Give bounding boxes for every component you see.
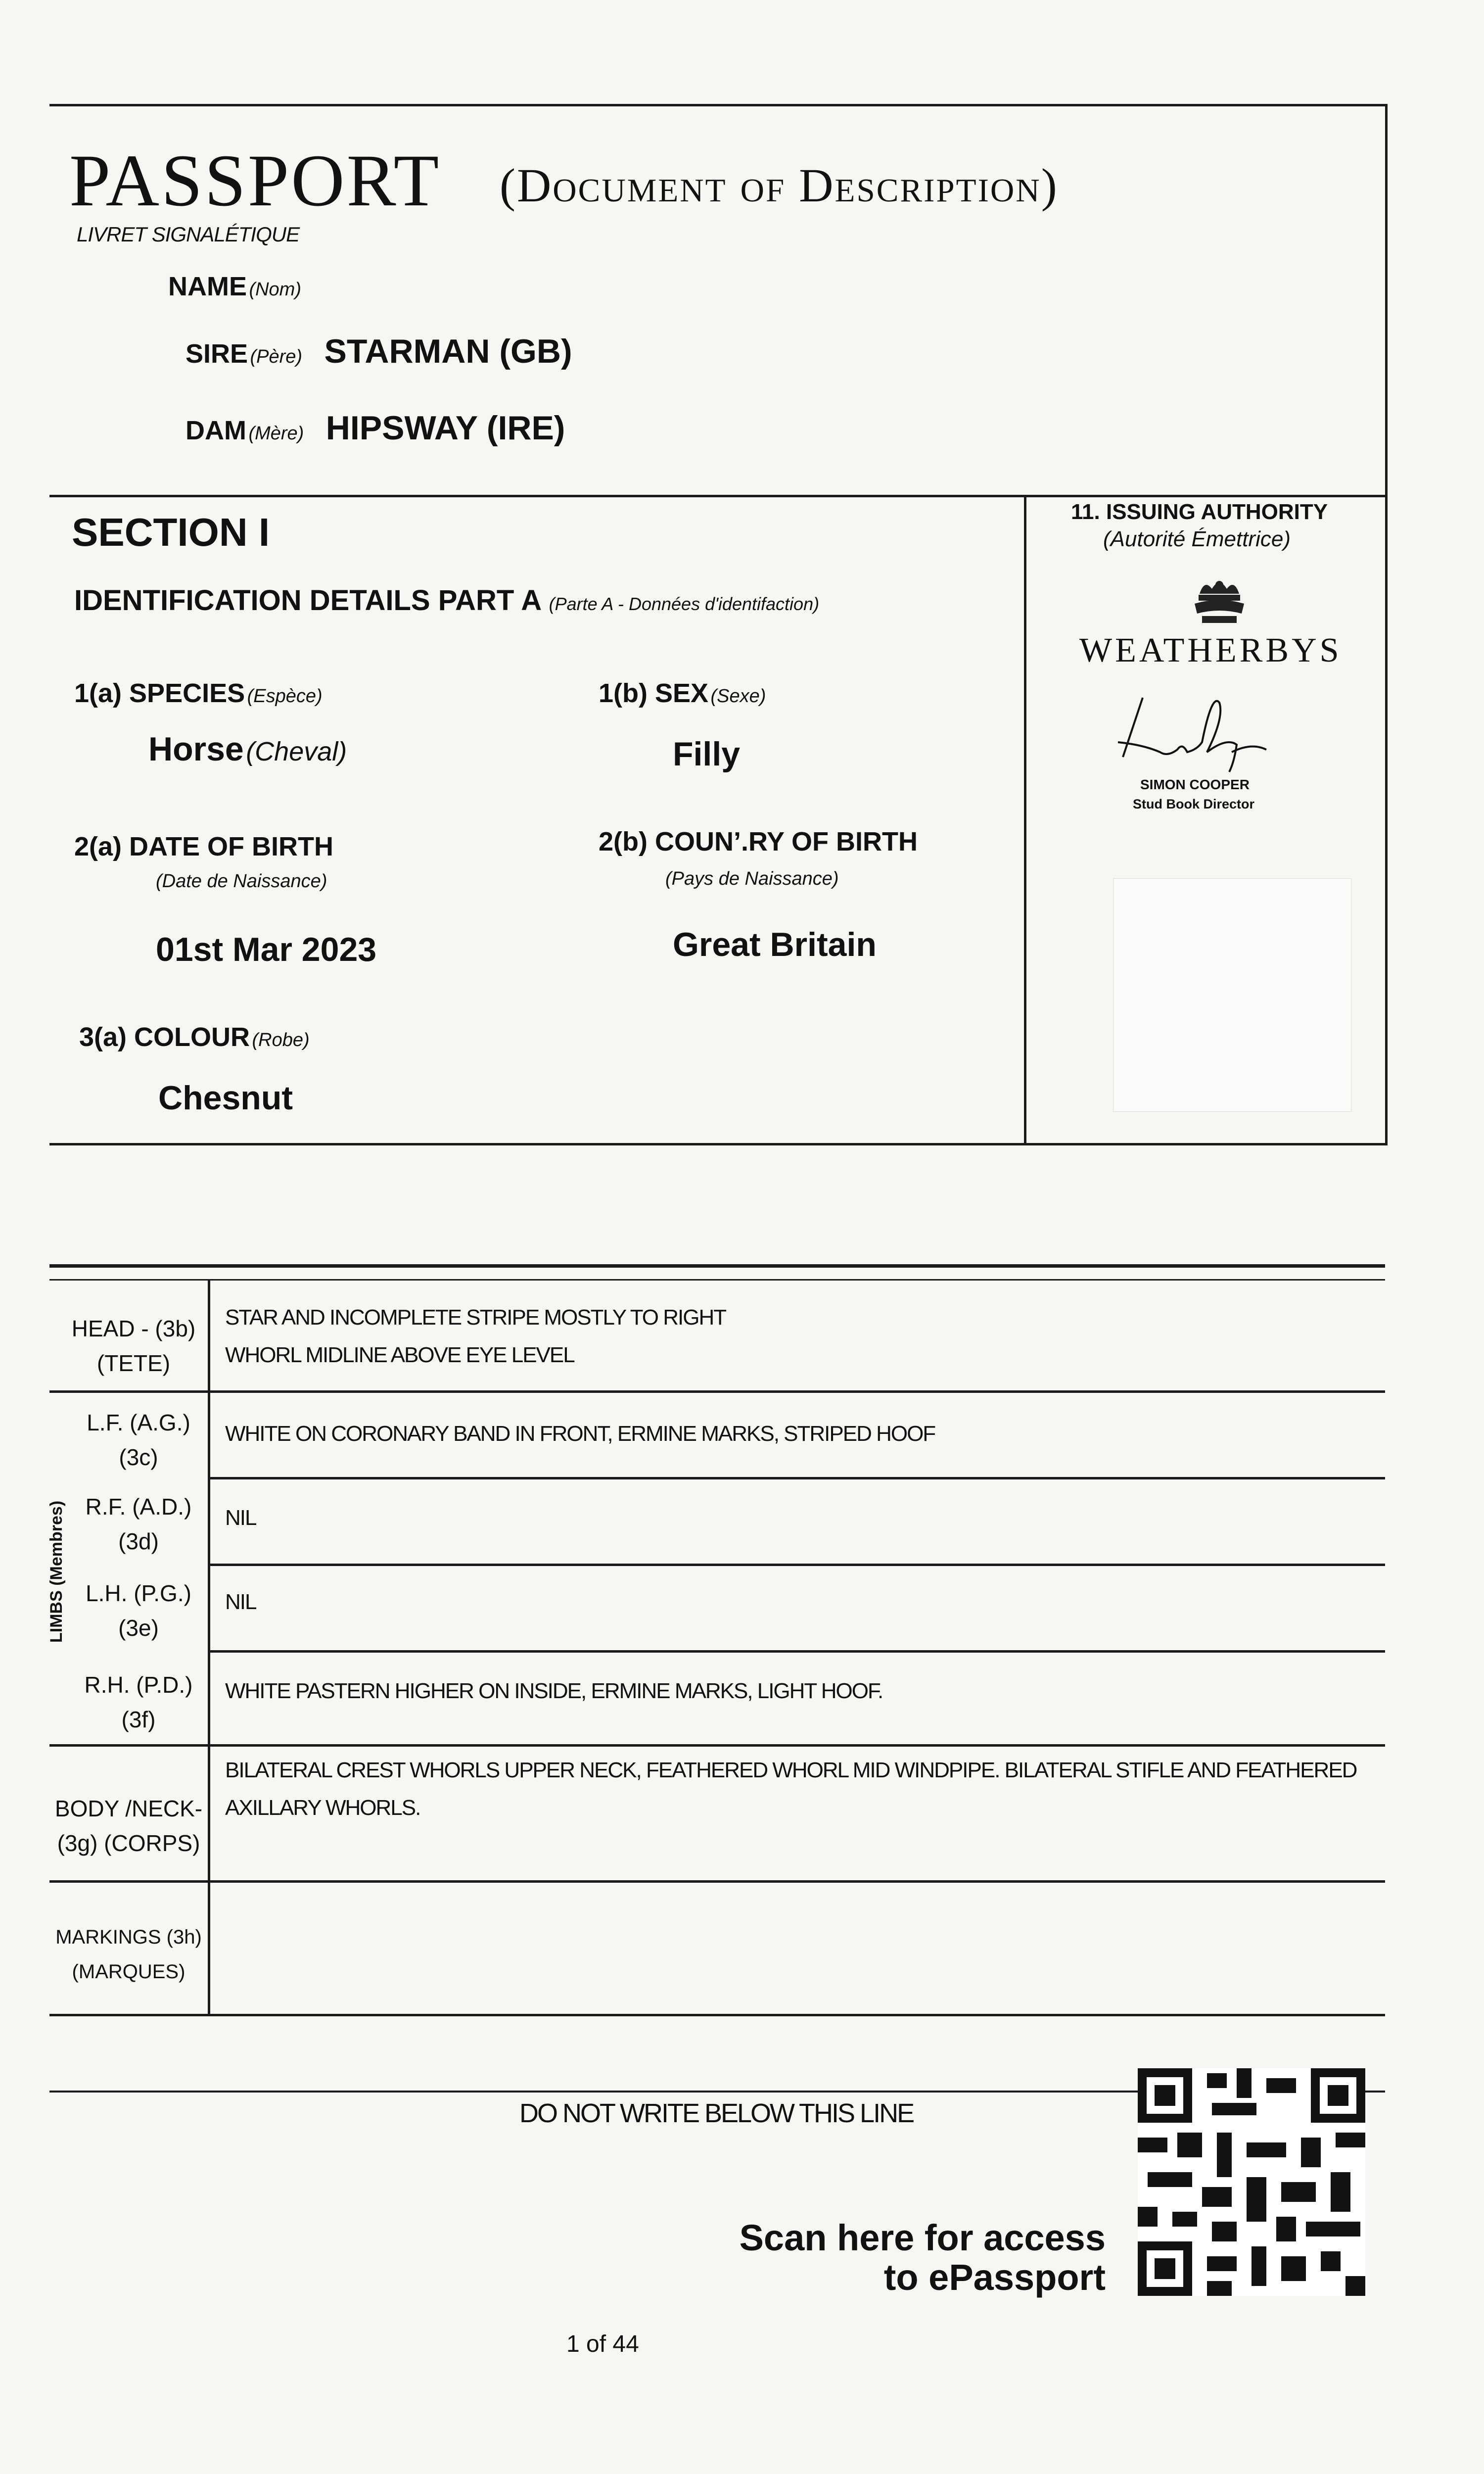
right-border xyxy=(1385,104,1388,1145)
cob-value: Great Britain xyxy=(673,926,877,963)
authority-label: 11. ISSUING AUTHORITY xyxy=(1071,500,1328,524)
photo-box xyxy=(1113,878,1351,1112)
cob-label-fr: (Pays de Naissance) xyxy=(665,868,839,889)
passport-title: PASSPORT xyxy=(69,140,441,222)
sex-value: Filly xyxy=(673,735,741,773)
rf-text: NIL xyxy=(225,1506,256,1530)
rf-label: R.F. (A.D.) (3d) xyxy=(85,1494,192,1554)
sire-label-fr: (Père) xyxy=(250,346,303,367)
colour-label: 3(a) COLOUR xyxy=(79,1022,250,1052)
colour-value: Chesnut xyxy=(158,1079,293,1117)
species-label: 1(a) SPECIES xyxy=(74,678,245,708)
authority-label-fr: (Autorité Émettrice) xyxy=(1103,527,1291,551)
sex-label-row xyxy=(599,678,766,709)
limbs-label: LIMBS (Membres) xyxy=(47,1500,66,1643)
section-title: SECTION I xyxy=(72,510,270,554)
colour-label-fr: (Robe) xyxy=(252,1030,310,1050)
markings-label-divider xyxy=(208,1279,210,2016)
colour-label-row xyxy=(79,1022,310,1052)
name-label: NAME xyxy=(168,272,247,301)
head-label: HEAD - (3b) (TETE) xyxy=(71,1316,196,1376)
markings-label: MARKINGS (3h) (MARQUES) xyxy=(55,1926,202,1983)
dam-label: DAM xyxy=(186,416,246,445)
row-divider xyxy=(208,1650,1385,1653)
scan-line-1: Scan here for access xyxy=(739,2217,1106,2258)
sex-label-fr: (Sexe) xyxy=(710,686,766,707)
dam-field xyxy=(186,408,565,457)
cob-label: 2(b) COUN’.RY OF BIRTH xyxy=(599,827,918,856)
lf-label: L.F. (A.G.) (3c) xyxy=(87,1410,190,1470)
row-divider xyxy=(208,1564,1385,1566)
part-a-title: IDENTIFICATION DETAILS PART A xyxy=(74,584,542,617)
species-value: Horse xyxy=(148,730,244,768)
body-neck-label: BODY /NECK- (3g) (CORPS) xyxy=(54,1796,203,1856)
species-value-fr: (Cheval) xyxy=(246,737,347,766)
lf-text: WHITE ON CORONARY BAND IN FRONT, ERMINE MARKS, STRIPED HOOF xyxy=(225,1422,935,1446)
part-a-heading xyxy=(74,584,819,617)
lh-text: NIL xyxy=(225,1590,256,1614)
row-divider xyxy=(208,1477,1385,1479)
name-label-fr: (Nom) xyxy=(249,279,301,300)
signatory-title: Stud Book Director xyxy=(1133,797,1255,811)
dob-label-fr: (Date de Naissance) xyxy=(156,871,327,892)
body-neck-text: BILATERAL CREST WHORLS UPPER NECK, FEATHERED WHORL MID WINDPIPE. BILATERAL STIFLE AND FEATHERED AXILLARY WHORLS. xyxy=(225,1758,1357,1820)
markings-top-border-inner xyxy=(49,1279,1385,1281)
species-label-fr: (Espèce) xyxy=(247,686,323,707)
dob-value: 01st Mar 2023 xyxy=(156,931,377,968)
section-bottom-border xyxy=(49,1143,1388,1145)
row-divider xyxy=(49,1744,1385,1747)
sire-label: SIRE xyxy=(186,339,248,369)
header-bottom-border xyxy=(49,495,1388,497)
name-field xyxy=(168,265,321,303)
signatory-name: SIMON COOPER xyxy=(1140,777,1250,792)
do-not-write-text: DO NOT WRITE BELOW THIS LINE xyxy=(519,2098,914,2128)
dam-label-fr: (Mère) xyxy=(248,423,304,444)
species-label-row xyxy=(74,678,323,709)
dob-label: 2(a) DATE OF BIRTH xyxy=(74,832,333,861)
rh-text: WHITE PASTERN HIGHER ON INSIDE, ERMINE MARKS, LIGHT HOOF. xyxy=(225,1679,883,1703)
epassport-qr-code-icon[interactable] xyxy=(1138,2068,1365,2296)
species-value-row xyxy=(148,730,347,768)
markings-bottom-border xyxy=(49,2014,1385,2016)
markings-top-border xyxy=(49,1264,1385,1268)
rh-label: R.H. (P.D.) (3f) xyxy=(84,1672,193,1732)
part-a-title-fr: (Parte A - Données d'identifaction) xyxy=(549,594,820,614)
lh-label: L.H. (P.G.) (3e) xyxy=(86,1580,191,1641)
sex-label: 1(b) SEX xyxy=(599,678,709,708)
sire-value: STARMAN (GB) xyxy=(324,333,572,370)
sire-field xyxy=(186,332,572,381)
weatherbys-logo-text: WEATHERBYS xyxy=(1079,631,1342,669)
header-top-border xyxy=(49,104,1388,106)
head-text: STAR AND INCOMPLETE STRIPE MOSTLY TO RIGHT WHORL MIDLINE ABOVE EYE LEVEL xyxy=(225,1305,726,1367)
page-number: 1 of 44 xyxy=(566,2331,639,2357)
row-divider xyxy=(49,1390,1385,1393)
weatherbys-crest-icon xyxy=(1190,574,1249,628)
signature-icon xyxy=(1113,683,1281,777)
authority-divider xyxy=(1024,495,1026,1145)
dam-value: HIPSWAY (IRE) xyxy=(325,409,565,447)
passport-subtitle: (Document of Description) xyxy=(500,159,1059,212)
livret-signaletique: LIVRET SIGNALÉTIQUE xyxy=(77,223,300,246)
row-divider xyxy=(49,1880,1385,1883)
scan-line-2: to ePassport xyxy=(883,2257,1106,2298)
